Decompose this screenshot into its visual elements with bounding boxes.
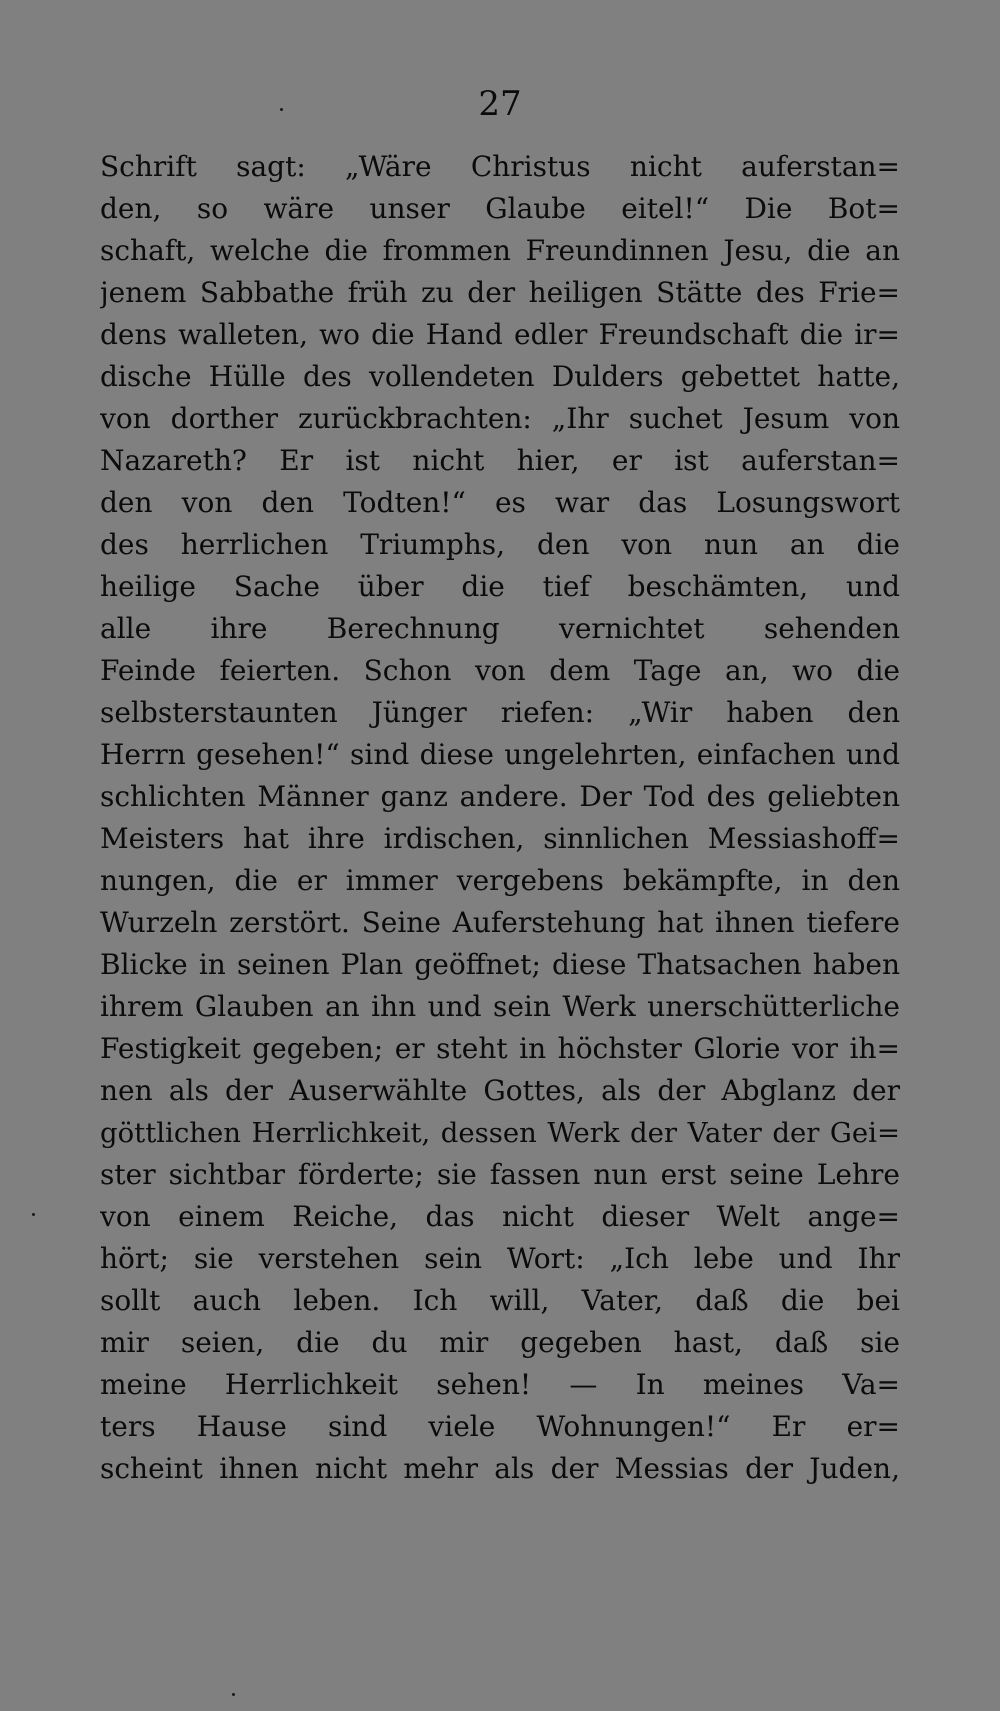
text-line: den von den Todten!“ es war das Losungswort xyxy=(100,486,900,519)
text-line: hört; sie verstehen sein Wort: „Ich lebe und Ihr xyxy=(100,1242,900,1275)
text-line: nungen, die er immer vergebens bekämpfte, in den xyxy=(100,864,900,897)
text-line: dens walleten, wo die Hand edler Freundschaft die ir= xyxy=(100,318,900,351)
text-line: ihrem Glauben an ihn und sein Werk unerschütterliche xyxy=(100,990,900,1023)
body-text xyxy=(100,146,900,1490)
ink-speck xyxy=(280,108,283,111)
text-line: Nazareth? Er ist nicht hier, er ist auferstan= xyxy=(100,444,900,477)
text-line: sollt auch leben. Ich will, Vater, daß die bei xyxy=(100,1284,900,1317)
text-line: Schrift sagt: „Wäre Christus nicht auferstan= xyxy=(100,150,900,183)
text-line: von dorther zurückbrachten: „Ihr suchet Jesum von xyxy=(100,402,900,435)
text-line: Festigkeit gegeben; er steht in höchster Glorie vor ih= xyxy=(100,1032,900,1065)
ink-speck xyxy=(232,1693,235,1696)
text-line: des herrlichen Triumphs, den von nun an die xyxy=(100,528,900,561)
text-line: nen als der Auserwählte Gottes, als der Abglanz der xyxy=(100,1074,900,1107)
text-line: jenem Sabbathe früh zu der heiligen Stätte des Frie= xyxy=(100,276,900,309)
text-line: Wurzeln zerstört. Seine Auferstehung hat ihnen tiefere xyxy=(100,906,900,939)
text-line: alle ihre Berechnung vernichtet sehenden xyxy=(100,612,900,645)
text-line: göttlichen Herrlichkeit, dessen Werk der Vater der Gei= xyxy=(100,1117,900,1149)
text-line: scheint ihnen nicht mehr als der Messias der Juden, xyxy=(100,1452,900,1485)
text-line: ster sichtbar förderte; sie fassen nun erst seine Lehre xyxy=(100,1158,900,1191)
text-line: mir seien, die du mir gegeben hast, daß sie xyxy=(100,1326,900,1359)
text-line: ters Hause sind viele Wohnungen!“ Er er= xyxy=(100,1410,900,1443)
text-line: Herrn gesehen!“ sind diese ungelehrten, einfachen und xyxy=(100,738,900,771)
text-line: von einem Reiche, das nicht dieser Welt ange= xyxy=(100,1200,900,1233)
ink-speck xyxy=(32,1213,35,1216)
text-line: schlichten Männer ganz andere. Der Tod des geliebten xyxy=(100,780,900,813)
text-line: meine Herrlichkeit sehen! — In meines Va= xyxy=(100,1368,900,1401)
text-line: Meisters hat ihre irdischen, sinnlichen Messiashoff= xyxy=(100,822,900,855)
text-line: dische Hülle des vollendeten Dulders gebettet hatte, xyxy=(100,360,900,393)
text-line: heilige Sache über die tief beschämten, und xyxy=(100,570,900,603)
text-line: Blicke in seinen Plan geöffnet; diese Thatsachen haben xyxy=(100,948,900,981)
text-line: schaft, welche die frommen Freundinnen Jesu, die an xyxy=(100,234,900,267)
text-line: Feinde feierten. Schon von dem Tage an, wo die xyxy=(100,654,900,687)
page-number: 27 xyxy=(478,84,522,124)
text-line: selbsterstaunten Jünger riefen: „Wir haben den xyxy=(100,696,900,729)
text-line: den, so wäre unser Glaube eitel!“ Die Bot= xyxy=(100,192,900,225)
